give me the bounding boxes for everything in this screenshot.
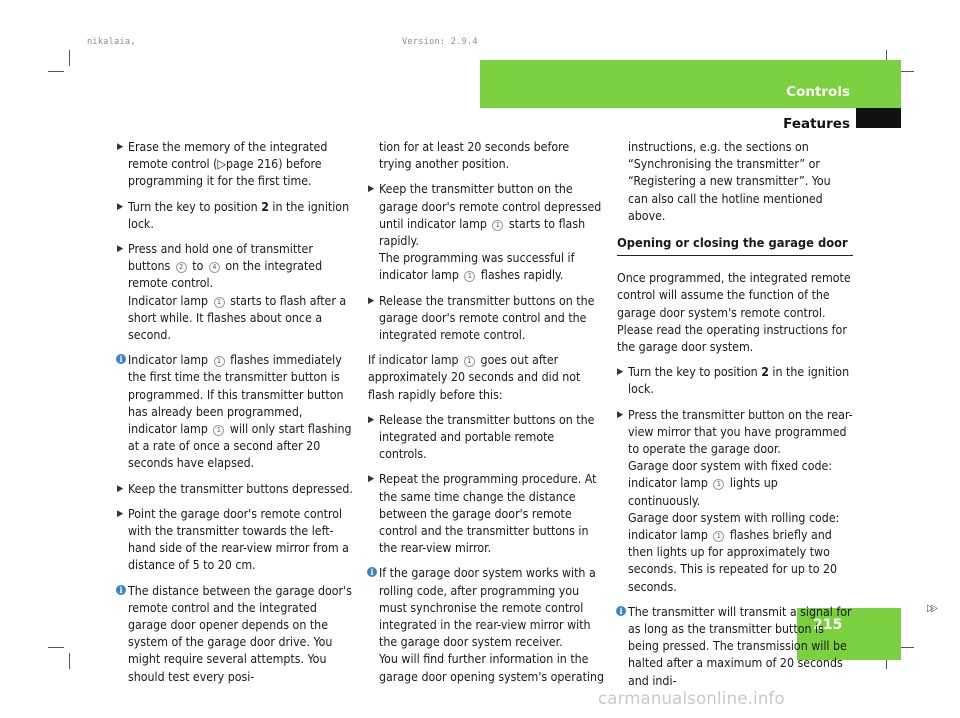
- arrow-icon: ▶: [368, 414, 375, 425]
- further-info-text: You will find further information in the garage door opening system's operating: [379, 652, 605, 684]
- number-1-icon: 1: [713, 479, 724, 490]
- page-ref-link[interactable]: page 216) before programming it for the first time.: [128, 157, 322, 189]
- section-heading: Opening or closing the garage door: [617, 235, 853, 256]
- header-meta-right: Version: 2.9.4: [402, 37, 478, 47]
- number-1-icon: 1: [214, 356, 225, 367]
- next-page-icon: ▷▷: [927, 603, 935, 614]
- info-icon: i: [116, 585, 126, 595]
- thumb-tab: [856, 108, 901, 128]
- arrow-icon: ▶: [368, 184, 375, 195]
- info-icon: i: [616, 606, 626, 616]
- step-release-integrated: ▶ Release the transmitter buttons on the integrated and portable remote controls.: [368, 412, 595, 462]
- step-repeat-programming: ▶ Repeat the programming procedure. At the same time change the distance between the garage door's remote control and the transmitter buttons in the rear-view mirror.: [368, 472, 597, 556]
- number-1-icon: 1: [464, 271, 475, 282]
- page-ref-icon: ▷: [217, 157, 226, 172]
- column-2: [368, 139, 604, 694]
- step-keep-depressed: ▶ Keep the transmitter buttons depressed.: [117, 481, 353, 498]
- section-title: Controls: [786, 84, 850, 100]
- info-note-transmission: i The transmitter will transmit a signal for as long as the transmitter button is being pressed. The transmission will be halted after a maximum of 20 seconds and indi-: [617, 604, 853, 690]
- step-erase-memory: ▶ Erase the memory of the integrated remote control (▷page 216) before programming it for the first time.: [117, 140, 328, 189]
- number-1-icon: 1: [214, 297, 225, 308]
- fixed-code-note: Garage door system with fixed code: indicator lamp 1 lights up continuously.: [628, 459, 833, 508]
- number-2-icon: 2: [176, 262, 187, 273]
- step-press-hold: ▶ Press and hold one of transmitter buttons 2 to 4 on the integrated remote control.: [117, 242, 323, 291]
- page-number: 215: [813, 617, 843, 633]
- arrow-icon: ▶: [368, 295, 375, 306]
- info-icon: i: [116, 354, 126, 364]
- info-icon: i: [367, 567, 377, 577]
- number-1-icon: 1: [213, 425, 224, 436]
- arrow-icon: ▶: [368, 474, 375, 485]
- arrow-icon: ▶: [117, 244, 124, 255]
- step-press-transmitter: ▶ Press the transmitter button on the rear-view mirror that you have programmed to operate the garage door.: [617, 407, 853, 457]
- info-note-distance: i The distance between the garage door's remote control and the integrated garage door opener depends on the system of the garage door drive. You might require several attempts. You should test every posi-: [117, 583, 353, 686]
- info-note-rolling-code: i If the garage door system works with a rolling code, after programming you must synchronise the remote control integrated in the rear-view mirror with the garage door system receiver.: [368, 565, 604, 651]
- continued-text: tion for at least 20 seconds before trying another position.: [379, 140, 570, 172]
- column-1: [117, 139, 353, 694]
- arrow-icon: ▶: [617, 409, 624, 420]
- crop-mark: [69, 653, 70, 669]
- indicator-note: Indicator lamp 1 starts to flash after a short while. It flashes about once a second.: [128, 293, 347, 343]
- number-1-icon: 1: [713, 531, 724, 542]
- number-4-icon: 4: [209, 262, 220, 273]
- step-turn-key: ▶ Turn the key to position 2 in the ignition lock.: [617, 365, 850, 397]
- rolling-code-note: Garage door system with rolling code: indicator lamp 1 flashes briefly and then lights up for approximately two seconds. This is repeated for up to 20 seconds.: [628, 510, 840, 594]
- step-keep-garage-button: ▶ Keep the transmitter button on the garage door's remote control depressed until indicator lamp 1 starts to flash rapidly.: [368, 182, 602, 249]
- success-note: The programming was successful if indicator lamp 1 flashes rapidly.: [379, 251, 575, 283]
- header-meta-left: nikalaia,: [87, 37, 136, 47]
- crop-mark: [69, 50, 70, 66]
- step-point-remote: ▶ Point the garage door's remote control with the transmitter towards the left-hand side of the rear-view mirror from a distance of 5 to 20 cm.: [117, 506, 349, 573]
- arrow-icon: ▶: [117, 508, 124, 519]
- column-3: [617, 139, 853, 698]
- crop-mark: [48, 647, 64, 648]
- subsection-title: Features: [783, 116, 850, 132]
- arrow-icon: ▶: [117, 201, 124, 212]
- number-1-icon: 1: [464, 356, 475, 367]
- arrow-icon: ▶: [117, 142, 124, 152]
- failure-condition: If indicator lamp 1 goes out after approximately 20 seconds and did not flash rapidly before this:: [368, 353, 581, 402]
- arrow-icon: ▶: [617, 367, 624, 378]
- number-1-icon: 1: [492, 220, 503, 231]
- watermark: carmanualsonline.info: [598, 689, 785, 708]
- step-turn-key: ▶ Turn the key to position 2 in the ignition lock.: [117, 199, 350, 231]
- intro-paragraph: Once programmed, the integrated remote control will assume the function of the garage door system's remote control. Please read the operating instructions for the garage door system.: [617, 271, 851, 355]
- step-release-buttons: ▶ Release the transmitter buttons on the garage door's remote control and the integrated remote control.: [368, 293, 595, 343]
- arrow-icon: ▶: [117, 483, 124, 494]
- crop-mark: [48, 71, 64, 72]
- continued-text: instructions, e.g. the sections on “Synchronising the transmitter” or “Registering a new transmitter”. You can also call the hotline mentioned above.: [628, 140, 831, 223]
- info-note-indicator: i Indicator lamp 1 flashes immediately the first time the transmitter button is programmed. If this transmitter button has already been programmed, indicator lamp 1 will only start flashing at a rate of once a second after 20 seconds have elapsed.: [117, 352, 353, 472]
